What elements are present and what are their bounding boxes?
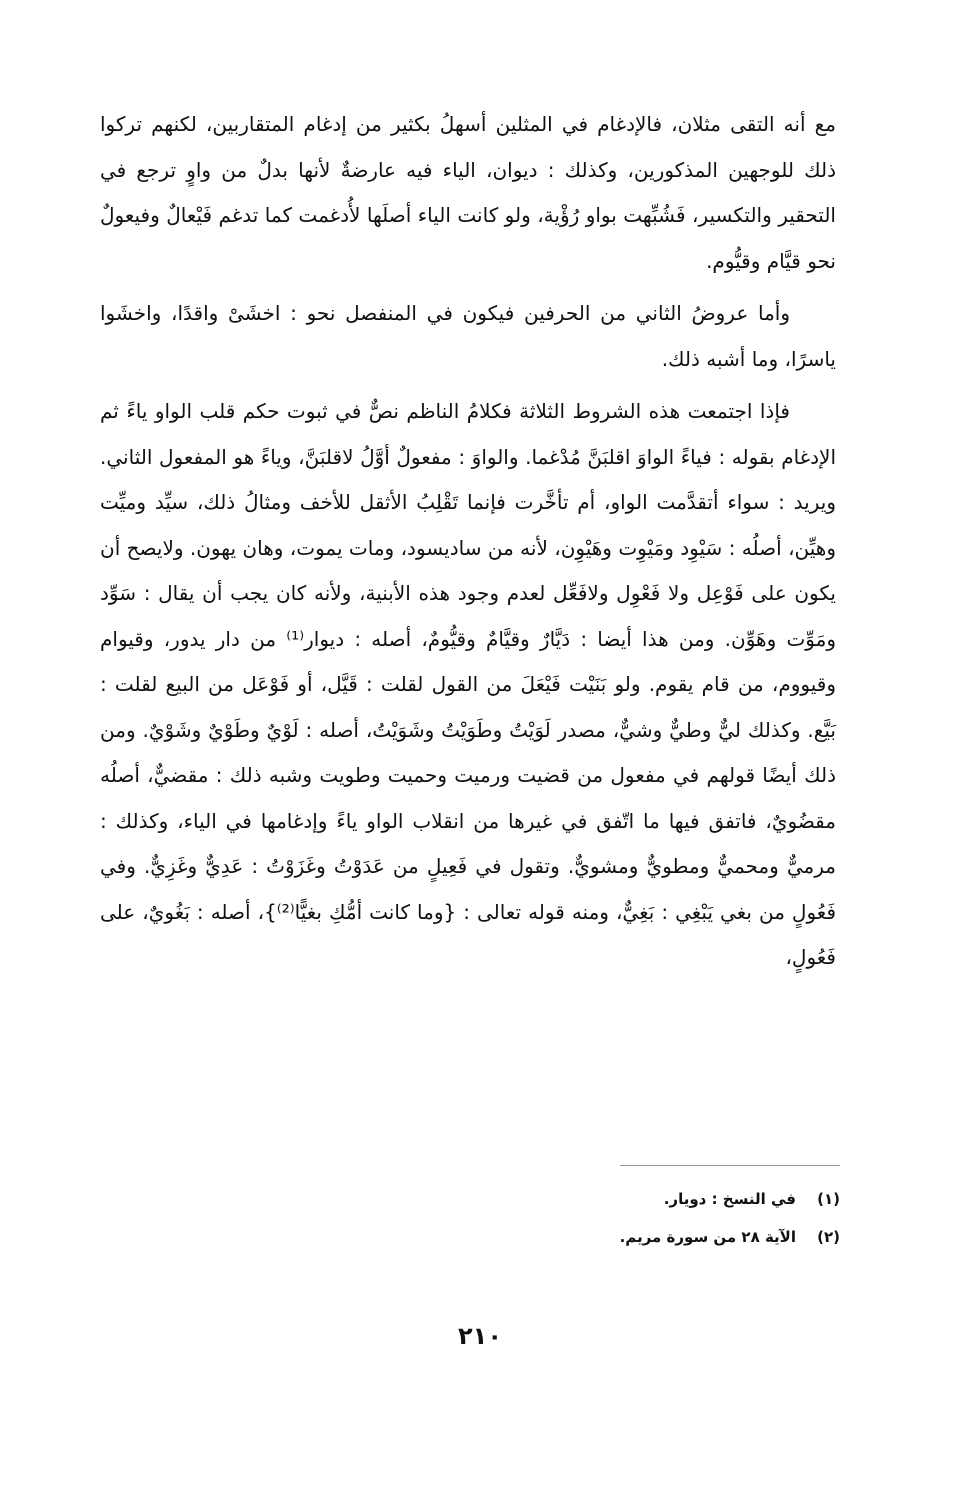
main-text (100, 102, 836, 981)
footnotes (400, 1180, 840, 1256)
footnote-item (400, 1218, 840, 1256)
footnote-number: (١) (817, 1190, 840, 1208)
footnote-divider (620, 1165, 840, 1166)
footnote-text: في النسخ : دويار. (663, 1190, 796, 1208)
footnote-text: الآية ٢٨ من سورة مريم. (619, 1228, 796, 1246)
paragraph-1: مع أنه التقى مثلان، فالإدغام في المثلين أسهلُ بكثير من إدغام المتقاربين، لكنهم تركوا ذلك للوجهين المذكورين، وكذلك : ديوان، الياء فيه عارضةٌ لأنها بدلٌ من واوٍ ترجع في التحقير والتكسير، فَشُبِّهت بواو رُؤْية، ولو كانت الياء أصلَها لأُدغمت كما تدغم فَيْعالٌ وفيعولٌ نحو قيَّام وقيُّوم. (100, 112, 836, 273)
paragraph-3: فإذا اجتمعت هذه الشروط الثلاثة فكلامُ الناظم نصٌّ في ثبوت حكم قلب الواو ياءً ثم الإدغام بقوله : فياءً الواوَ اقلبَنَّ مُدْغما. والواوَ : مفعولٌ أوَّلُ لاقلبَنَّ، وياءً هو المفعول الثاني. ويريد : سواء أتقدَّمت الواو، أم تأخَّرت فإنما تَقْلِبُ الأثقل للأخف ومثالُ ذلك، سيِّد وميِّت وهيِّن، أصلُه : سَيْوِد ومَيْوِت وهَيْوِن، لأنه من ساديسود، ومات يموت، وهان يهون. ولايصح أن يكون على فَوْعِل ولا فَعْوِل ولافَعِّل لعدم وجود هذه الأبنية، ولأنه كان يجب أن يقال : سَوِّد ومَوِّت وهَوِّن. ومن هذا أيضا : دَيَّارٌ وقيَّامٌ وقيُّومٌ، أصله : ديوار⁽¹⁾ من دار يدور، وقيوام وقيووم، من قام يقوم. ولو بَنَيْت فَيْعَلَ من القول لقلت : قَيَّل، أو فَوْعَل من البيع لقلت : بَيَّع. وكذلك ليٌّ وطيٌّ وشيٌّ، مصدر لَوَيْتُ وطَوَيْتُ وشَوَيْتُ، أصله : لَوْيٌ وطَوْيٌ وشَوْيٌ. ومن ذلك أيضًا قولهم في مفعول من قضيت ورميت وحميت وطويت وشبه ذلك : مقضيٌّ، أصلُه مقضُويٌ، فاتفق فيها ما اتّفق في غيرها من انقلاب الواو ياءً وإدغامها في الياء، وكذلك : مرميٌّ ومحميٌّ ومطويٌّ ومشويٌّ. وتقول في فَعِيلٍ من عَدَوْتُ وغَزَوْتُ : عَدِيٌّ وغَزِيٌّ. وفي فَعُولٍ من بغي يَبْغِي : بَغِيٌّ، ومنه قوله تعالى : {وما كانت أمُّكِ بغيًّا⁽²⁾}، أصله : بَغُويٌ، على فَعُولٍ، (100, 399, 836, 969)
footnote-item (400, 1180, 840, 1218)
paragraph-2: وأما عروضُ الثاني من الحرفين فيكون في المنفصل نحو : اخشَىْ واقدًا، واخشَوا ياسرًا، وما أشبه ذلك. (100, 301, 836, 371)
footnote-number: (٢) (817, 1228, 840, 1246)
page-number: ٢١٠ (458, 1322, 502, 1350)
